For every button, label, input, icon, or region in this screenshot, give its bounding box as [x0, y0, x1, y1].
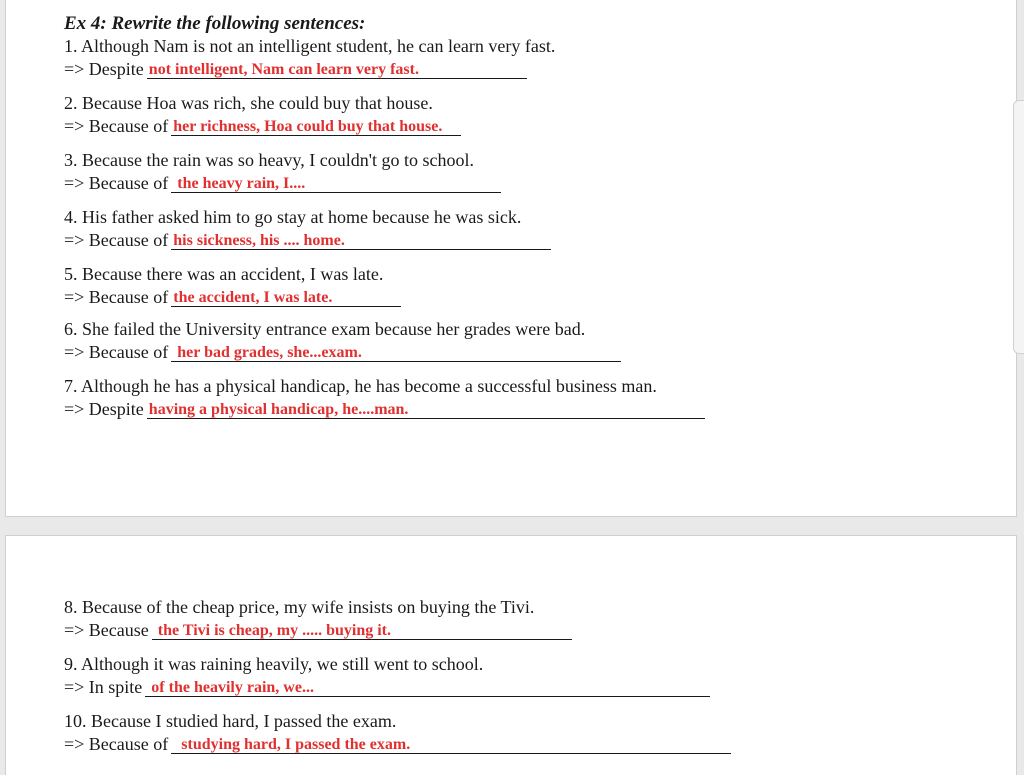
answer-blank-4[interactable]: [171, 229, 551, 250]
exercise-heading: Ex 4: Rewrite the following sentences:: [64, 13, 366, 34]
question-1: 1. Although Nam is not an intelligent student, he can learn very fast.: [64, 36, 556, 56]
document-page-2: [5, 535, 1017, 775]
answer-blank-2[interactable]: [171, 115, 461, 136]
answer-prefix-10: => Because of: [64, 734, 169, 754]
answer-blank-5[interactable]: [171, 286, 401, 307]
question-5: 5. Because there was an accident, I was late.: [64, 264, 384, 284]
question-3: 3. Because the rain was so heavy, I couldn't go to school.: [64, 150, 474, 170]
question-7: 7. Although he has a physical handicap, he has become a successful business man.: [64, 376, 657, 396]
answer-blank-7[interactable]: [147, 398, 705, 419]
answer-prefix-7: => Despite: [64, 399, 144, 419]
answer-blank-3[interactable]: [171, 172, 501, 193]
answer-line-3: [64, 172, 501, 193]
question-6: 6. She failed the University entrance exam because her grades were bad.: [64, 319, 586, 339]
answer-line-6: [64, 341, 621, 362]
answer-line-2: [64, 115, 461, 136]
answer-text-3: the heavy rain, I....: [173, 175, 306, 192]
question-2: 2. Because Hoa was rich, she could buy that house.: [64, 93, 433, 113]
answer-text-4: his sickness, his .... home.: [173, 232, 345, 249]
answer-prefix-5: => Because of: [64, 287, 169, 307]
document-page-1: [5, 0, 1017, 517]
answer-blank-9[interactable]: [145, 676, 710, 697]
answer-blank-1[interactable]: [147, 58, 527, 79]
answer-text-2: her richness, Hoa could buy that house.: [173, 118, 443, 135]
answer-blank-10[interactable]: [171, 733, 731, 754]
answer-text-8: the Tivi is cheap, my ..... buying it.: [153, 622, 392, 639]
answer-prefix-3: => Because of: [64, 173, 169, 193]
answer-text-9: of the heavily rain, we...: [147, 679, 314, 696]
answer-text-10: studying hard, I passed the exam.: [173, 736, 411, 753]
answer-line-9: [64, 676, 710, 697]
answer-line-10: [64, 733, 731, 754]
answer-prefix-4: => Because of: [64, 230, 169, 250]
answer-text-5: the accident, I was late.: [173, 289, 333, 306]
answer-line-4: [64, 229, 551, 250]
answer-prefix-9: => In spite: [64, 677, 143, 697]
question-10: 10. Because I studied hard, I passed the exam.: [64, 711, 397, 731]
question-8: 8. Because of the cheap price, my wife insists on buying the Tivi.: [64, 597, 535, 617]
answer-line-1: [64, 58, 527, 79]
answer-line-8: [64, 619, 572, 640]
answer-line-7: [64, 398, 705, 419]
answer-blank-6[interactable]: [171, 341, 621, 362]
answer-prefix-6: => Because of: [64, 342, 169, 362]
answer-prefix-8: => Because: [64, 620, 149, 640]
answer-line-5: [64, 286, 401, 307]
scroll-tab[interactable]: [1013, 100, 1024, 354]
answer-blank-8[interactable]: [152, 619, 572, 640]
answer-text-7: having a physical handicap, he....man.: [148, 401, 409, 418]
answer-prefix-2: => Because of: [64, 116, 169, 136]
question-9: 9. Although it was raining heavily, we still went to school.: [64, 654, 484, 674]
answer-text-1: not intelligent, Nam can learn very fast.: [148, 61, 419, 78]
answer-text-6: her bad grades, she...exam.: [173, 344, 362, 361]
question-4: 4. His father asked him to go stay at home because he was sick.: [64, 207, 522, 227]
answer-prefix-1: => Despite: [64, 59, 144, 79]
